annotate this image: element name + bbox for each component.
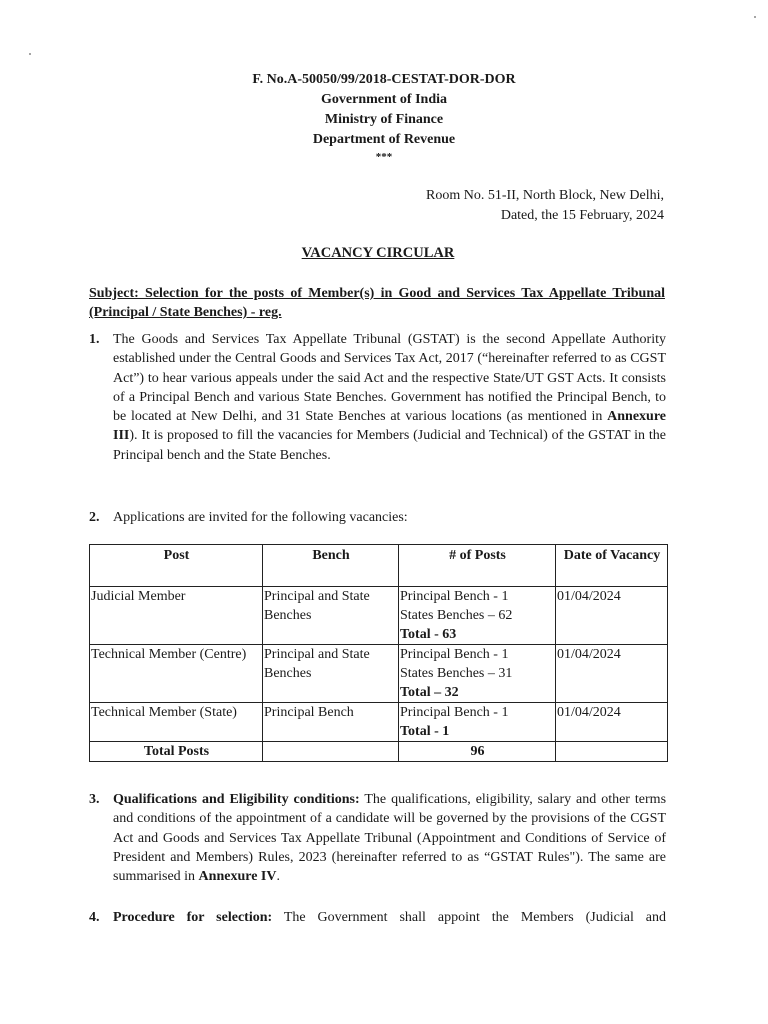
paragraph-2 — [89, 508, 666, 527]
posts-states: States Benches – 62 — [400, 608, 513, 623]
paragraph-text: Applications are invited for the following vacancies: — [113, 510, 408, 525]
annexure-ref: Annexure IV — [198, 869, 277, 885]
posts-states: States Benches – 31 — [400, 666, 513, 681]
paragraph-number: 4. — [89, 910, 100, 925]
paragraph-heading: Procedure for selection: — [113, 910, 273, 925]
post-cell: Technical Member (State) — [90, 703, 263, 742]
column-header-date: Date of Vacancy — [556, 545, 668, 587]
bench-cell: Principal and State Benches — [263, 645, 399, 703]
circular-title: VACANCY CIRCULAR — [301, 245, 455, 261]
annexure-ref: Annexure III — [113, 409, 667, 444]
bench-cell: Principal Bench — [263, 703, 399, 742]
paragraph-number: 3. — [89, 792, 100, 807]
post-cell: Technical Member (Centre) — [90, 645, 263, 703]
empty-cell — [263, 742, 399, 762]
bench-cell: Principal and State Benches — [263, 587, 399, 645]
table-row — [90, 587, 668, 645]
post-cell: Judicial Member — [90, 587, 263, 645]
file-number: F. No.A-50050/99/2018-CESTAT-DOR-DOR — [252, 72, 516, 87]
paragraph-heading: Qualifications and Eligibility conditions: — [113, 792, 360, 807]
scan-speck — [29, 53, 31, 55]
empty-cell — [556, 742, 668, 762]
paragraph-1 — [89, 330, 666, 465]
posts-total: Total – 32 — [400, 685, 459, 700]
table-row — [90, 703, 668, 742]
column-header-bench: Bench — [263, 545, 399, 587]
paragraph-text: The Goods and Services Tax Appellate Tribunal (GSTAT) is the second Appellate Authority established under the Central Goods and Services Tax Act, 2017 (“hereinafter referred to as CGST Act”) to hear various appeals under the said Act and the respective State/UT GST Acts. It consists of a Principal Bench and various State Benches. Government has notified the Principal Bench, to be located at New Delhi, and 31 State Benches at various locations (as mentioned in — [113, 332, 666, 425]
government-line: Government of India — [321, 92, 447, 107]
dated-line: Dated, the 15 February, 2024 — [500, 208, 664, 223]
paragraph-4 — [89, 908, 666, 927]
separator-stars: *** — [375, 151, 393, 163]
posts-cell — [399, 587, 556, 645]
posts-principal: Principal Bench - 1 — [400, 647, 509, 662]
paragraph-number: 1. — [89, 332, 100, 347]
posts-principal: Principal Bench - 1 — [400, 589, 509, 604]
paragraph-text: The Government shall appoint the Members (Judicial and — [283, 910, 666, 925]
paragraph-text: ). It is proposed to fill the vacancies for Members (Judicial and Technical) of the GSTAT in the Principal bench and the State Benches. — [113, 428, 666, 463]
vacancy-table — [89, 544, 668, 762]
paragraph-3 — [89, 790, 666, 886]
paragraph-text: The qualifications, eligibility, salary and other terms and conditions of the appointment of a candidate will be governed by the provisions of the CGST Act and Goods and Services Tax Appellate Tribunal (Appointment and Conditions of Service of President and Members) Rules, 2023 (hereinafter referred to as “GSTAT Rules"). The same are summarised in — [113, 792, 667, 885]
posts-principal: Principal Bench - 1 — [400, 705, 509, 720]
table-row — [90, 645, 668, 703]
subject-line: Subject: Selection for the posts of Member(s) in Good and Services Tax Appellate Tribunal (Principal / State Benches) - reg. — [89, 286, 665, 320]
paragraph-text: . — [276, 869, 280, 885]
ministry-line: Ministry of Finance — [324, 112, 444, 127]
posts-total: Total - 1 — [400, 724, 450, 739]
total-value: 96 — [399, 742, 556, 762]
paragraph-number: 2. — [89, 510, 100, 525]
table-header-row — [90, 545, 668, 587]
posts-cell — [399, 703, 556, 742]
scan-speck — [754, 16, 756, 18]
date-cell: 01/04/2024 — [556, 645, 668, 703]
table-total-row — [90, 742, 668, 762]
column-header-posts: # of Posts — [399, 545, 556, 587]
total-label: Total Posts — [90, 742, 263, 762]
room-address: Room No. 51-II, North Block, New Delhi, — [426, 188, 664, 203]
column-header-post: Post — [90, 545, 263, 587]
posts-cell — [399, 645, 556, 703]
date-cell: 01/04/2024 — [556, 703, 668, 742]
date-cell: 01/04/2024 — [556, 587, 668, 645]
department-line: Department of Revenue — [312, 132, 456, 147]
posts-total: Total - 63 — [400, 627, 457, 642]
